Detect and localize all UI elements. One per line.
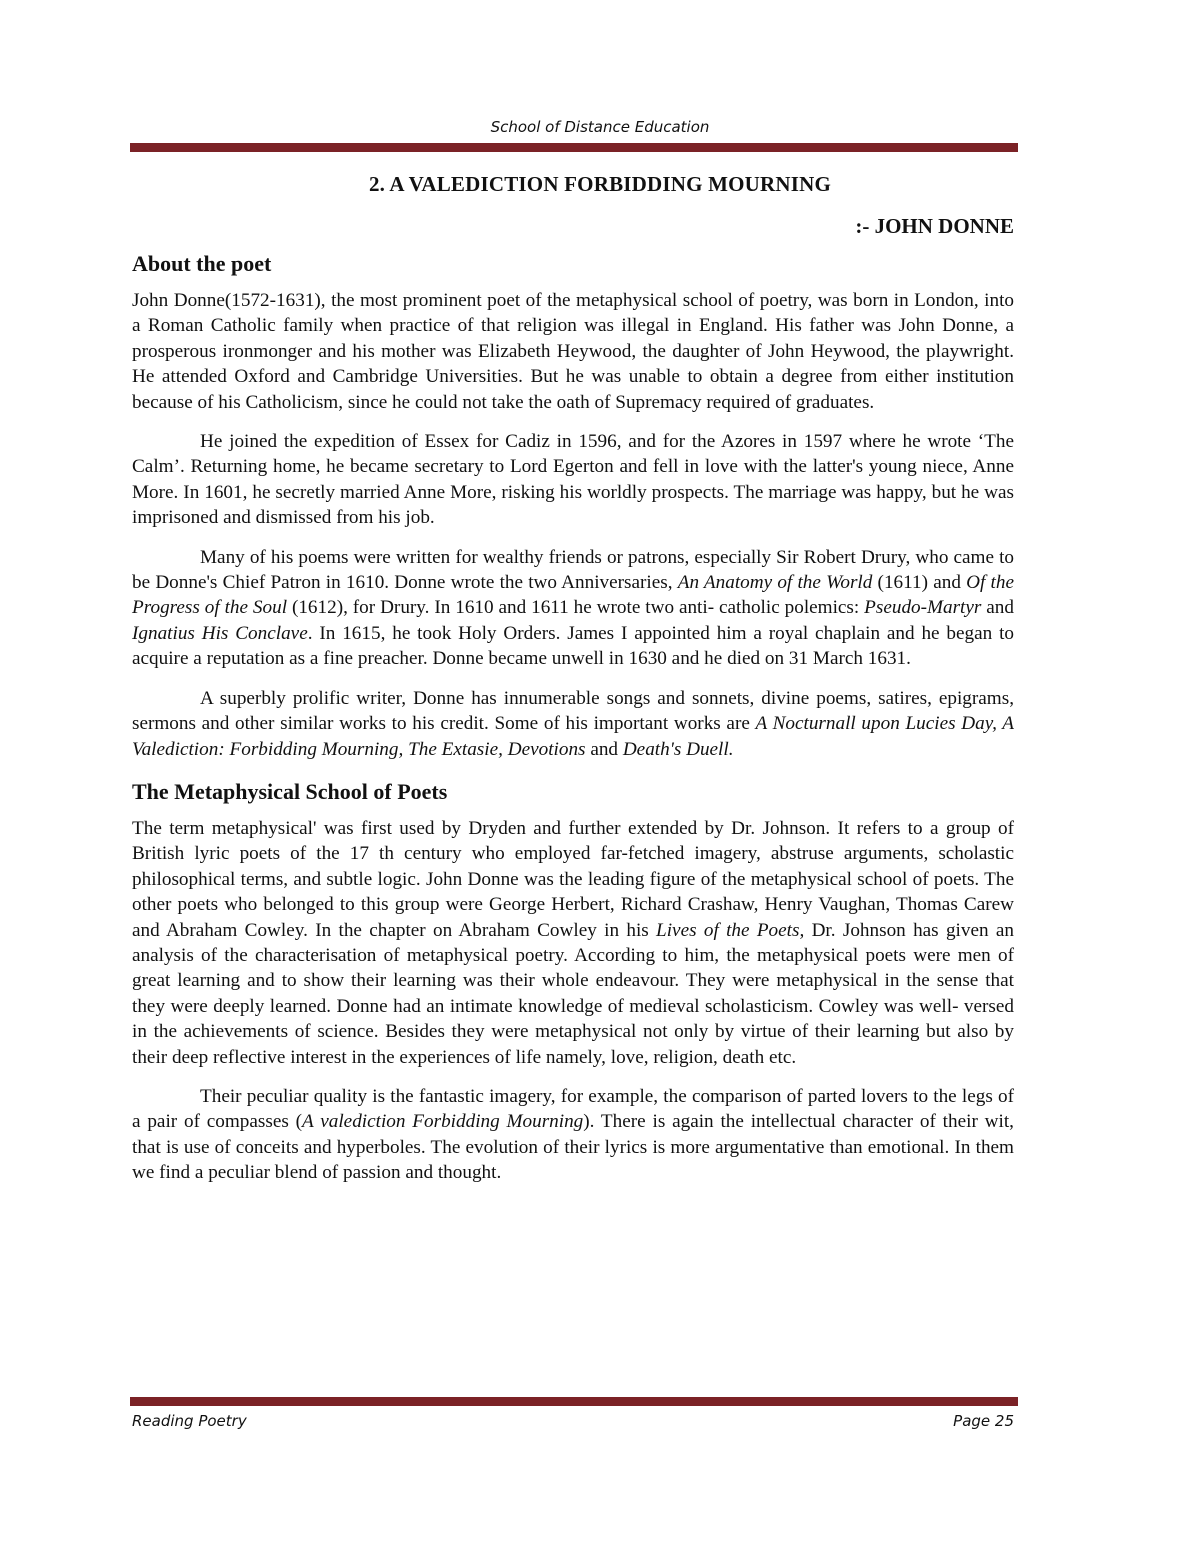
text-run: and <box>981 597 1014 619</box>
paragraph: John Donne(1572-1631), the most prominent poet of the metaphysical school of poetry, was born in London, into a Roman Catholic family when practice of that religion was illegal in England. His father was John Donne, a prosperous ironmonger and his mother was Elizabeth Heywood, the daughter of John Heywood, the playwright. He attended Oxford and Cambridge Universities. But he was unable to obtain a degree from either institution because of his Catholicism, since he could not take the oath of Supremacy required of graduates. <box>132 290 1014 413</box>
main-content <box>132 248 1014 1200</box>
work-title: Pseudo-Martyr <box>864 597 982 619</box>
work-title: Death's Duell. <box>622 738 734 760</box>
paragraph <box>132 816 1014 1070</box>
paragraph <box>132 686 1014 762</box>
section-heading-metaphysical-school: The Metaphysical School of Poets <box>132 778 448 804</box>
text-run: Their peculiar quality is the fantastic imagery, for example, the comparison of parted lovers to the legs of a pair of compasses ( <box>132 1085 1014 1133</box>
paragraph <box>132 545 1014 672</box>
running-header: School of Distance Education <box>490 118 710 136</box>
author-line: :- JOHN DONNE <box>855 214 1014 238</box>
footer-rule <box>130 1397 1018 1406</box>
work-title: An Anatomy of the World <box>677 572 873 594</box>
text-run: The term metaphysical' was first used by Dryden and further extended by Dr. Johnson. It refers to a group of British lyric poets of the 17 th century who employed far-fetched imagery, abstruse arguments, scholastic philosophical terms, and subtle logic. John Donne was the leading figure of the metaphysical school of poets. The other poets who belonged to this group were George Herbert, Richard Crashaw, Henry Vaughan, Thomas Carew and Abraham Cowley. In the chapter on Abraham Cowley in his <box>132 817 1014 941</box>
text-run: . In 1615, he took Holy Orders. James I appointed him a royal chaplain and he began to acquire a reputation as a fine preacher. Donne became unwell in 1630 and he died on 31 March 1631. <box>132 622 1014 670</box>
text-run: Dr. Johnson has given an analysis of the characterisation of metaphysical poetry. According to him, the metaphysical poets were men of great learning and to show their learning was their whole endeavour. They were metaphysical in the sense that they were deeply learned. Donne had an intimate knowledge of medieval scholasticism. Cowley was well- versed in the achievements of science. Besides they were metaphysical not only by virtue of their learning but also by their deep reflective interest in the experiences of life namely, love, religion, death etc. <box>132 919 1014 1068</box>
paragraph <box>132 1084 1014 1186</box>
work-title: Ignatius His Conclave <box>132 622 308 644</box>
header-rule <box>130 143 1018 152</box>
footer-course-title: Reading Poetry <box>132 1412 247 1430</box>
text-run: (1611) and <box>872 572 967 594</box>
text-run: and <box>585 738 623 760</box>
text-run: Many of his poems were written for wealthy friends or patrons, especially Sir Robert Drury, who came to be Donne's Chief Patron in 1610. Donne wrote the two Anniversaries, <box>132 546 1014 594</box>
text-run: ). There is again the intellectual character of their wit, that is use of conceits and hyperboles. The evolution of their lyrics is more argumentative than emotional. In them we find a peculiar blend of passion and thought. <box>132 1111 1014 1184</box>
text-run: A superbly prolific writer, Donne has innumerable songs and sonnets, divine poems, satires, epigrams, sermons and other similar works to his credit. Some of his important works are <box>132 687 1014 735</box>
paragraph: He joined the expedition of Essex for Cadiz in 1596, and for the Azores in 1597 where he wrote ‘The Calm’. Returning home, he became secretary to Lord Egerton and fell in love with the latter's young niece, Anne More. In 1601, he secretly married Anne More, risking his worldly prospects. The marriage was happy, but he was imprisoned and dismissed from his job. <box>132 431 1014 529</box>
text-run: (1612), for Drury. In 1610 and 1611 he wrote two anti- catholic polemics: <box>287 597 865 619</box>
work-title: A Nocturnall upon Lucies Day, A Valediction: Forbidding Mourning, The Extasie, Devotions <box>132 713 1014 760</box>
page-title: 2. A VALEDICTION FORBIDDING MOURNING <box>368 172 832 196</box>
work-title: Lives of the Poets, <box>656 919 805 941</box>
page-number: Page 25 <box>953 1412 1014 1430</box>
work-title: Of the Progress of the Soul <box>132 572 1014 619</box>
work-title: A valediction Forbidding Mourning <box>302 1111 584 1133</box>
section-heading-about-poet: About the poet <box>132 251 272 276</box>
